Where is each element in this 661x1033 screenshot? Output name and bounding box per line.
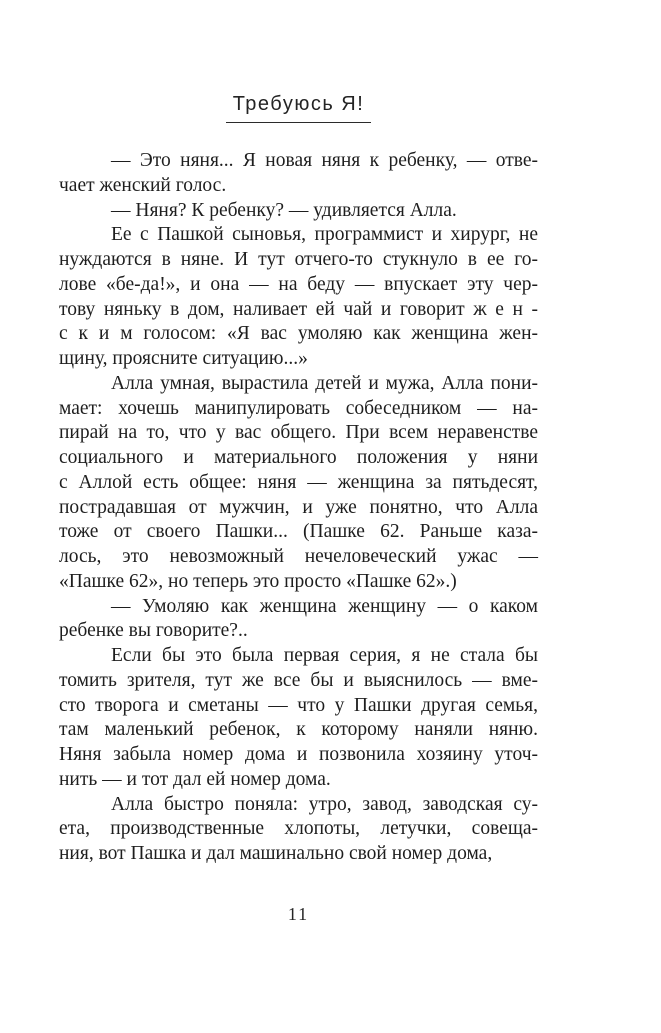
text-line: Ее с Пашкой сыновья, программист и хирург, не: [111, 224, 538, 246]
text-line: мает: хочешь манипулировать собеседником — на-: [59, 397, 538, 419]
text-line: с к и м голосом: «Я вас умоляю как женщина жен-: [59, 323, 538, 345]
text-line: пирай на то, что у вас общего. При всем неравенстве: [59, 422, 538, 444]
paragraph: [59, 595, 538, 645]
text-line: — Это няня... Я новая няня к ребенку, — отве-: [111, 150, 538, 171]
text-line: тоже от своего Пашки... (Пашке 62. Раньше каза-: [59, 521, 538, 543]
text-line: — Няня? К ребенку? — удивляется Алла.: [111, 199, 457, 221]
text-line: лове «бе-да!», и она — на беду — впускает эту чер-: [59, 273, 538, 295]
text-column: [59, 149, 538, 867]
text-line: сто творога и сметаны — что у Пашки другая семья,: [59, 694, 538, 716]
paragraph: [59, 199, 538, 224]
text-line: ета, производственные хлопоты, летучки, совеща-: [59, 818, 538, 840]
text-line: нить — и тот дал ей номер дома.: [59, 768, 331, 790]
text-line: Алла умная, вырастила детей и мужа, Алла пони-: [111, 372, 538, 394]
paragraph: [59, 149, 538, 199]
running-header-title: Требуюсь Я!: [226, 93, 372, 123]
text-line: ния, вот Пашка и дал машинально свой номер дома,: [59, 843, 493, 864]
running-header: [59, 93, 538, 123]
text-line: с Аллой есть общее: няня — женщина за пятьдесят,: [59, 471, 538, 493]
text-line: «Пашке 62», но теперь это просто «Пашке 62».): [59, 570, 457, 592]
text-line: томить зрителя, тут же все бы и выяснилось — вме-: [59, 669, 538, 691]
paragraph: [59, 644, 538, 793]
text-line: чает женский голос.: [59, 174, 227, 196]
text-line: лось, это невозможный нечеловеческий ужас —: [59, 546, 538, 567]
text-line: ребенке вы говорите?..: [59, 620, 248, 642]
paragraph: [59, 372, 538, 595]
text-line: щину, проясните ситуацию...»: [59, 348, 308, 369]
text-line: социального и материального положения у няни: [59, 447, 538, 468]
text-line: Алла быстро поняла: утро, завод, заводская су-: [111, 793, 538, 815]
text-line: Няня забыла номер дома и позвонила хозяину уточ-: [59, 744, 538, 765]
paragraph: [59, 223, 538, 372]
text-line: тову няньку в дом, наливает ей чай и говорит ж е н -: [59, 298, 538, 320]
text-line: нуждаются в няне. И тут отчего-то стукнуло в ее го-: [59, 249, 538, 270]
text-line: Если бы это была первая серия, я не стала бы: [111, 645, 538, 666]
page-number: 11: [287, 904, 310, 924]
paragraph: [59, 793, 538, 867]
text-line: там маленький ребенок, к которому наняли няню.: [59, 719, 538, 741]
text-line: — Умоляю как женщина женщину — о каком: [111, 595, 538, 617]
text-line: пострадавшая от мужчин, и уже понятно, что Алла: [59, 496, 538, 518]
